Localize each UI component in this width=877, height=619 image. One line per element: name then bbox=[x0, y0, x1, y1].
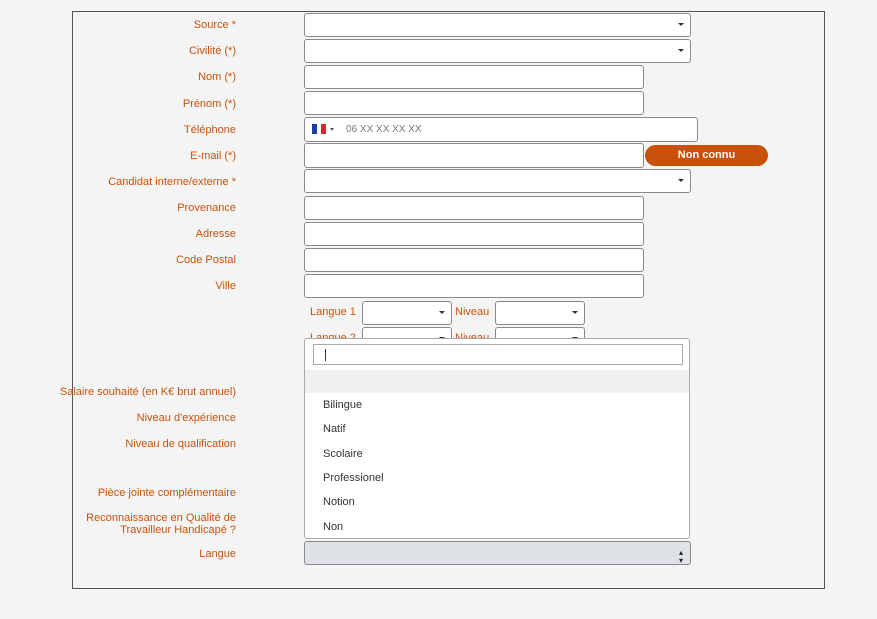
text-cursor bbox=[325, 349, 326, 361]
adresse-label: Adresse bbox=[195, 228, 236, 240]
langue-label: Langue bbox=[199, 548, 236, 560]
telephone-placeholder: 06 XX XX XX XX bbox=[346, 124, 422, 135]
langue-1-select[interactable] bbox=[362, 301, 452, 325]
sort-arrows-icon: ▴ ▾ bbox=[678, 548, 683, 565]
niveau-qualification-label: Niveau de qualification bbox=[125, 438, 236, 450]
dropdown-option-empty[interactable] bbox=[305, 370, 689, 393]
telephone-label: Téléphone bbox=[184, 124, 236, 136]
nom-label: Nom (*) bbox=[198, 71, 236, 83]
adresse-input[interactable] bbox=[304, 222, 644, 246]
dropdown-option[interactable]: Scolaire bbox=[323, 448, 363, 460]
prenom-label: Prénom (*) bbox=[182, 98, 236, 110]
niveau-dropdown bbox=[304, 338, 690, 539]
source-label: Source * bbox=[193, 19, 236, 31]
source-select[interactable] bbox=[304, 13, 691, 37]
niveau-1-label: Niveau bbox=[455, 306, 490, 318]
dropdown-option[interactable]: Notion bbox=[323, 496, 355, 508]
dropdown-option[interactable]: Bilingue bbox=[323, 399, 363, 411]
caret-down-icon bbox=[678, 179, 684, 182]
dropdown-search-input[interactable] bbox=[313, 344, 683, 365]
langue-1-label: Langue 1 bbox=[310, 306, 356, 318]
dropdown-option[interactable]: Natif bbox=[323, 423, 346, 435]
rqth-label-line2: Travailleur Handicapé ? bbox=[120, 524, 236, 536]
france-flag-icon[interactable] bbox=[312, 124, 326, 134]
piece-jointe-label: Pièce jointe complémentaire bbox=[97, 487, 236, 499]
caret-down-icon bbox=[572, 311, 578, 314]
provenance-input[interactable] bbox=[304, 196, 644, 220]
candidat-select[interactable] bbox=[304, 169, 691, 193]
candidat-label: Candidat interne/externe * bbox=[108, 176, 236, 188]
candidate-form bbox=[59, 11, 825, 589]
salaire-label: Salaire souhaité (en K€ brut annuel) bbox=[59, 386, 236, 398]
caret-down-icon bbox=[439, 311, 445, 314]
chevron-down-icon bbox=[330, 128, 334, 131]
rqth-label-line1: Reconnaissance en Qualité de bbox=[86, 512, 236, 524]
code-postal-label: Code Postal bbox=[176, 254, 236, 266]
dropdown-option[interactable]: Professionel bbox=[323, 472, 384, 484]
caret-down-icon bbox=[678, 49, 684, 52]
dropdown-option[interactable]: Non bbox=[323, 521, 344, 533]
civilite-label: Civilité (*) bbox=[188, 45, 236, 57]
telephone-input[interactable] bbox=[304, 117, 698, 142]
nom-input[interactable] bbox=[304, 65, 644, 89]
email-label: E-mail (*) bbox=[190, 150, 236, 162]
prenom-input[interactable] bbox=[304, 91, 644, 115]
niveau-1-select[interactable] bbox=[495, 301, 585, 325]
code-postal-input[interactable] bbox=[304, 248, 644, 272]
email-input[interactable] bbox=[304, 143, 644, 168]
langue-select[interactable] bbox=[304, 541, 691, 565]
ville-label: Ville bbox=[215, 280, 236, 292]
non-connu-button[interactable]: Non connu bbox=[645, 145, 768, 166]
provenance-label: Provenance bbox=[177, 202, 236, 214]
civilite-select[interactable] bbox=[304, 39, 691, 63]
niveau-experience-label: Niveau d'expérience bbox=[136, 412, 236, 424]
caret-down-icon bbox=[678, 23, 684, 26]
ville-input[interactable] bbox=[304, 274, 644, 298]
